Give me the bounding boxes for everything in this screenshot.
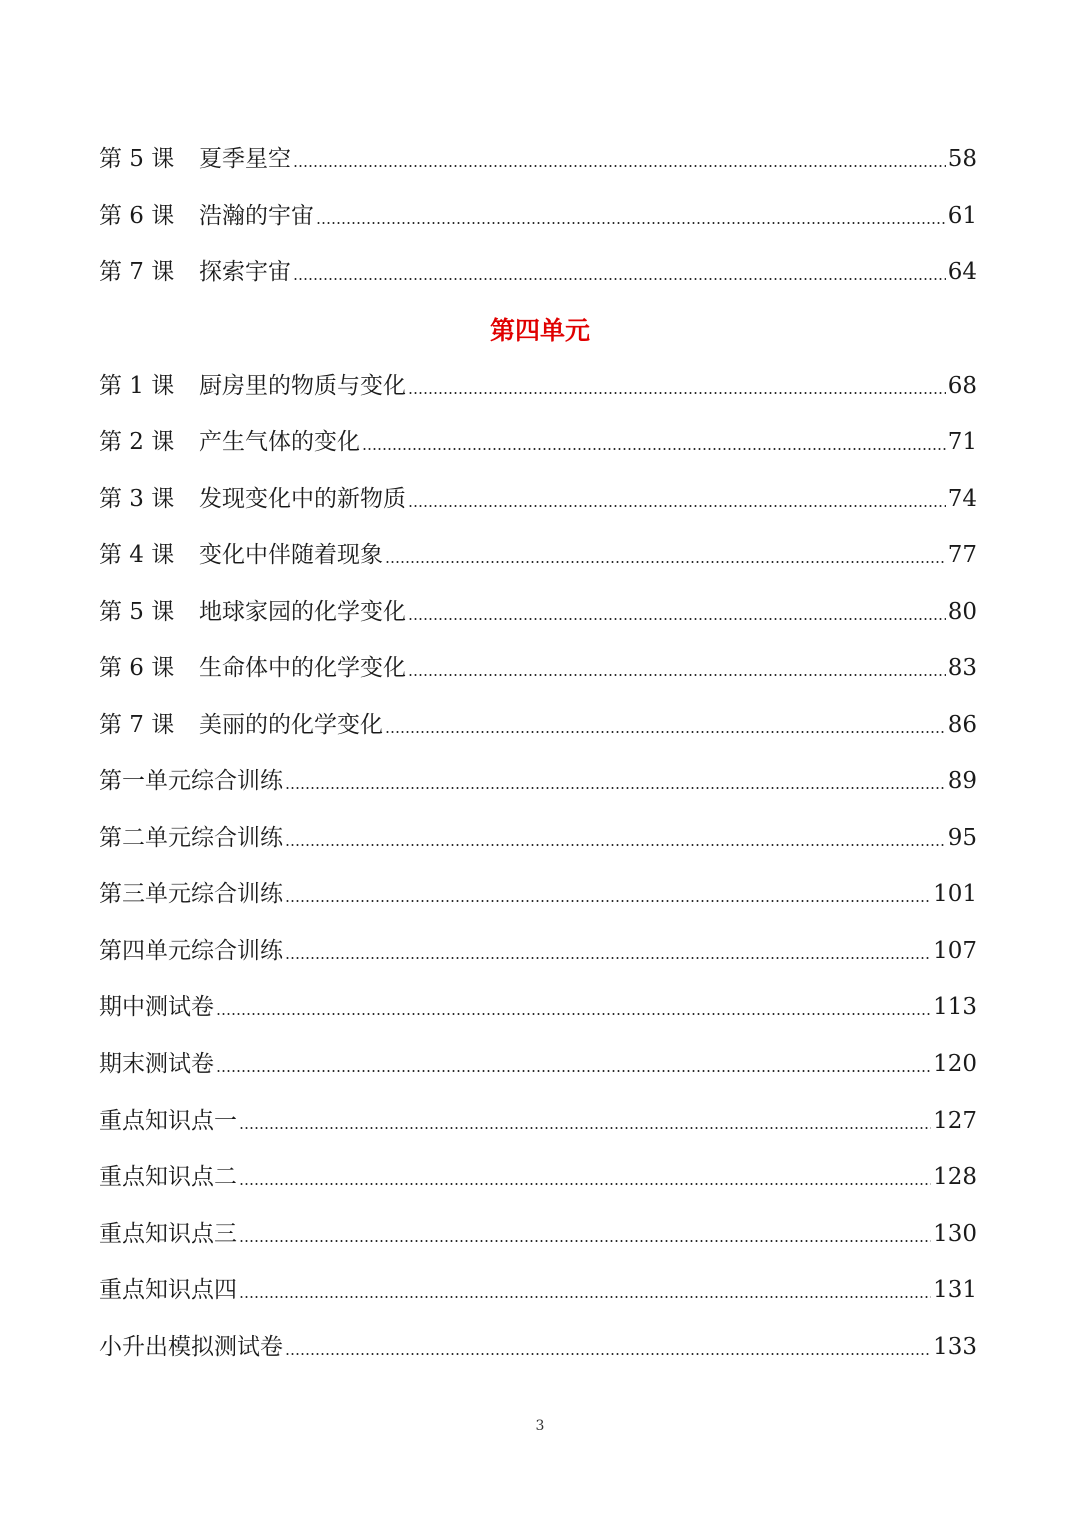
- dot-leader: [385, 561, 946, 563]
- lesson-number: 第 3 课: [99, 486, 175, 512]
- toc-row[interactable]: [99, 592, 977, 632]
- lesson-title: 美丽的的化学变化: [199, 712, 383, 738]
- lesson-title: 地球家园的化学变化: [199, 599, 406, 625]
- toc-row[interactable]: [99, 874, 977, 914]
- lesson-number: 第 1 课: [99, 373, 175, 399]
- lesson-title: 探索宇宙: [199, 259, 291, 285]
- toc-row[interactable]: [99, 1214, 977, 1254]
- section-title: 第二单元综合训练: [99, 825, 283, 851]
- dot-leader: [239, 1127, 931, 1129]
- lesson-title: 发现变化中的新物质: [199, 486, 406, 512]
- dot-leader: [408, 505, 946, 507]
- page-number: 86: [947, 712, 977, 738]
- toc-row[interactable]: [99, 818, 977, 858]
- lesson-number: 第 7 课: [99, 259, 175, 285]
- section-title: 第四单元综合训练: [99, 938, 283, 964]
- section-title: 第三单元综合训练: [99, 881, 283, 907]
- lesson-title: 生命体中的化学变化: [199, 655, 406, 681]
- toc-row[interactable]: [99, 1044, 977, 1084]
- lesson-title: 变化中伴随着现象: [199, 542, 383, 568]
- lesson-number: 第 6 课: [99, 655, 175, 681]
- page-number: 130: [933, 1221, 977, 1247]
- toc-row[interactable]: [99, 139, 977, 179]
- toc-row[interactable]: [99, 1157, 977, 1197]
- lesson-number: 第 2 课: [99, 429, 175, 455]
- page-number: 101: [933, 881, 977, 907]
- toc-row[interactable]: [99, 422, 977, 462]
- page-number: 113: [933, 994, 977, 1020]
- toc-row[interactable]: [99, 648, 977, 688]
- toc-row[interactable]: [99, 987, 977, 1027]
- toc-row[interactable]: [99, 252, 977, 292]
- page-number: 74: [947, 486, 977, 512]
- section-title: 小升出模拟测试卷: [99, 1334, 283, 1360]
- lesson-number: 第 4 课: [99, 542, 175, 568]
- lesson-title: 厨房里的物质与变化: [199, 373, 406, 399]
- section-title: 重点知识点三: [99, 1221, 237, 1247]
- lesson-title: 浩瀚的宇宙: [199, 203, 314, 229]
- toc-row[interactable]: [99, 196, 977, 236]
- page-number: 95: [947, 825, 977, 851]
- dot-leader: [408, 618, 946, 620]
- section-title: 期中测试卷: [99, 994, 214, 1020]
- page-number: 58: [947, 146, 977, 172]
- page-number: 107: [933, 938, 977, 964]
- dot-leader: [239, 1183, 931, 1185]
- page-number: 120: [933, 1051, 977, 1077]
- toc-row[interactable]: [99, 1327, 977, 1367]
- dot-leader: [239, 1296, 931, 1298]
- toc-row[interactable]: [99, 931, 977, 971]
- page-number: 71: [947, 429, 977, 455]
- section-title: 第一单元综合训练: [99, 768, 283, 794]
- toc-row[interactable]: [99, 1101, 977, 1141]
- dot-leader: [285, 787, 946, 789]
- dot-leader: [408, 674, 946, 676]
- dot-leader: [293, 165, 946, 167]
- lesson-number: 第 5 课: [99, 599, 175, 625]
- page-number: 89: [947, 768, 977, 794]
- page-number: 133: [933, 1334, 977, 1360]
- page-number: 83: [947, 655, 977, 681]
- page-number: 68: [947, 373, 977, 399]
- dot-leader: [408, 392, 946, 394]
- toc-row[interactable]: [99, 705, 977, 745]
- lesson-number: 第 6 课: [99, 203, 175, 229]
- dot-leader: [285, 844, 946, 846]
- toc-row[interactable]: [99, 1270, 977, 1310]
- section-title: 重点知识点二: [99, 1164, 237, 1190]
- dot-leader: [285, 957, 931, 959]
- lesson-number: 第 5 课: [99, 146, 175, 172]
- toc-row[interactable]: [99, 479, 977, 519]
- unit-heading: 第四单元: [489, 316, 590, 345]
- section-title: 期末测试卷: [99, 1051, 214, 1077]
- dot-leader: [216, 1013, 931, 1015]
- toc-row[interactable]: [99, 535, 977, 575]
- page-number: 64: [947, 259, 977, 285]
- section-title: 重点知识点四: [99, 1277, 237, 1303]
- dot-leader: [239, 1240, 931, 1242]
- dot-leader: [216, 1070, 931, 1072]
- footer-page-number: 3: [535, 1418, 545, 1434]
- page-number: 77: [947, 542, 977, 568]
- dot-leader: [293, 278, 946, 280]
- dot-leader: [285, 900, 931, 902]
- dot-leader: [285, 1353, 931, 1355]
- page-number: 127: [933, 1108, 977, 1134]
- lesson-title: 夏季星空: [199, 146, 291, 172]
- lesson-number: 第 7 课: [99, 712, 175, 738]
- page-number: 131: [933, 1277, 977, 1303]
- page-number: 128: [933, 1164, 977, 1190]
- dot-leader: [385, 731, 946, 733]
- page-number: 61: [947, 203, 977, 229]
- section-title: 重点知识点一: [99, 1108, 237, 1134]
- dot-leader: [362, 448, 946, 450]
- toc-row[interactable]: [99, 366, 977, 406]
- dot-leader: [316, 222, 946, 224]
- toc-row[interactable]: [99, 761, 977, 801]
- page-number: 80: [947, 599, 977, 625]
- lesson-title: 产生气体的变化: [199, 429, 360, 455]
